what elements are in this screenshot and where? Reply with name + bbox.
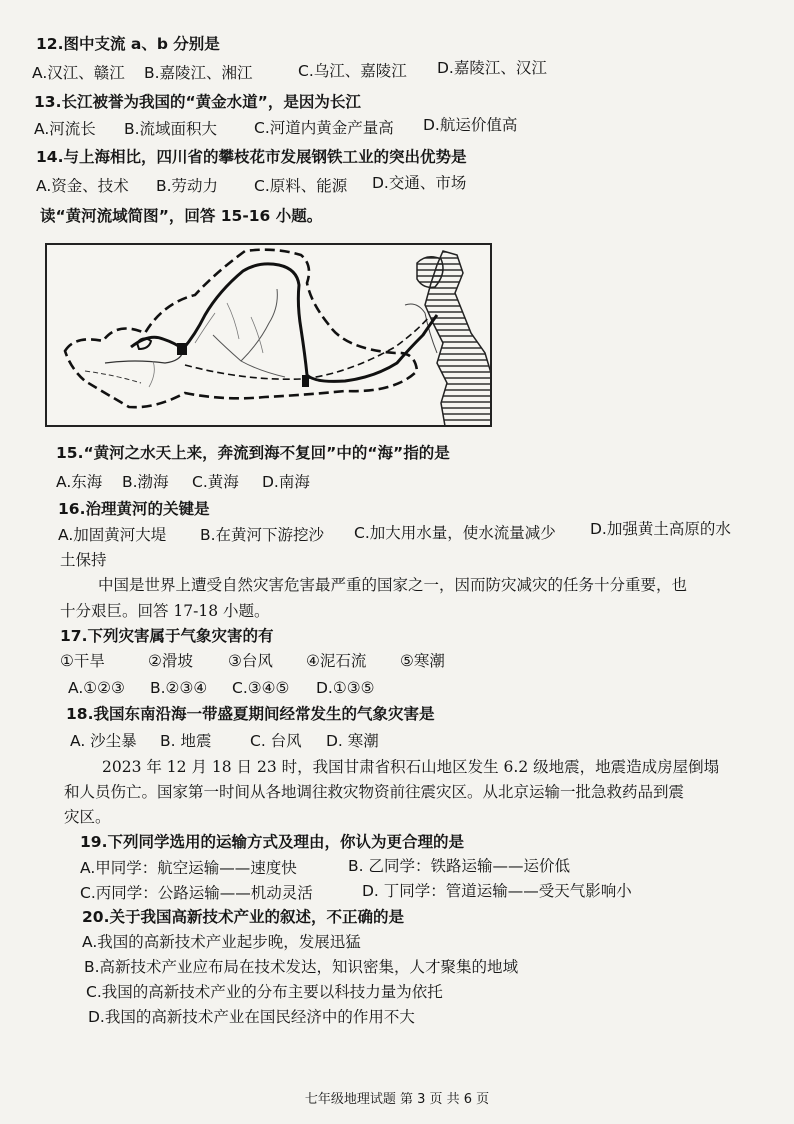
q20-stem: 20.关于我国高新技术产业的叙述，不正确的是 bbox=[82, 908, 404, 926]
passage-19-line2: 和人员伤亡。国家第一时间从各地调往救灾物资前往震灾区。从北京运输一批急救药品到震 bbox=[64, 783, 685, 801]
q15-option-c[interactable]: C.黄海 bbox=[192, 473, 239, 491]
q19-option-c[interactable]: C.丙同学：公路运输——机动灵活 bbox=[80, 884, 313, 902]
q17-item-3: ③台风 bbox=[228, 652, 273, 670]
q16-option-d[interactable]: D.加强黄土高原的水 bbox=[590, 520, 731, 538]
dam-marker-lower bbox=[302, 375, 309, 387]
q14-option-a[interactable]: A.资金、技术 bbox=[36, 177, 129, 195]
q20-option-b[interactable]: B.高新技术产业应布局在技术发达，知识密集，人才聚集的地域 bbox=[84, 958, 519, 976]
q20-option-c[interactable]: C.我国的高新技术产业的分布主要以科技力量为依托 bbox=[86, 983, 443, 1001]
q19-option-d[interactable]: D. 丁同学：管道运输——受天气影响小 bbox=[362, 882, 632, 900]
q17-option-c[interactable]: C.③④⑤ bbox=[232, 679, 290, 697]
q18-option-c[interactable]: C. 台风 bbox=[250, 732, 302, 750]
passage-17-18-line2: 十分艰巨。回答 17-18 小题。 bbox=[60, 602, 270, 620]
q12-option-a[interactable]: A.汉江、赣江 bbox=[32, 64, 125, 82]
q18-stem: 18.我国东南沿海一带盛夏期间经常发生的气象灾害是 bbox=[66, 705, 435, 723]
q15-option-a[interactable]: A.东海 bbox=[56, 473, 103, 491]
q17-stem: 17.下列灾害属于气象灾害的有 bbox=[60, 627, 274, 645]
q17-option-d[interactable]: D.①③⑤ bbox=[316, 679, 375, 697]
q16-option-d-cont: 土保持 bbox=[60, 551, 107, 569]
q17-option-a[interactable]: A.①②③ bbox=[68, 679, 125, 697]
q19-option-a[interactable]: A.甲同学：航空运输——速度快 bbox=[80, 859, 297, 877]
q15-stem: 15.“黄河之水天上来，奔流到海不复回”中的“海”指的是 bbox=[56, 444, 450, 462]
q17-option-b[interactable]: B.②③④ bbox=[150, 679, 208, 697]
q13-option-a[interactable]: A.河流长 bbox=[34, 120, 96, 138]
q18-option-a[interactable]: A. 沙尘暴 bbox=[70, 732, 137, 750]
dam-marker-upper bbox=[177, 343, 187, 355]
q18-option-b[interactable]: B. 地震 bbox=[160, 732, 212, 750]
q12-stem: 12.图中支流 a、b 分别是 bbox=[36, 35, 220, 53]
q13-stem: 13.长江被誉为我国的“黄金水道”，是因为长江 bbox=[34, 93, 361, 111]
intro-15-16: 读“黄河流域简图”，回答 15-16 小题。 bbox=[40, 207, 323, 225]
q12-option-b[interactable]: B.嘉陵江、湘江 bbox=[144, 64, 253, 82]
passage-17-18-line1: 中国是世界上遭受自然灾害危害最严重的国家之一，因而防灾减灾的任务十分重要，也 bbox=[98, 576, 688, 594]
q14-stem: 14.与上海相比，四川省的攀枝花市发展钢铁工业的突出优势是 bbox=[36, 148, 467, 166]
q14-option-c[interactable]: C.原料、能源 bbox=[254, 177, 348, 195]
q16-option-c[interactable]: C.加大用水量，使水流量减少 bbox=[354, 524, 556, 542]
q12-option-c[interactable]: C.乌江、嘉陵江 bbox=[298, 62, 407, 80]
q20-option-d[interactable]: D.我国的高新技术产业在国民经济中的作用不大 bbox=[88, 1008, 415, 1026]
yellow-river-basin-map bbox=[45, 243, 492, 427]
bohai-bay bbox=[417, 257, 443, 288]
q13-option-d[interactable]: D.航运价值高 bbox=[423, 116, 518, 134]
q17-item-1: ①干旱 bbox=[60, 652, 105, 670]
q19-option-b[interactable]: B. 乙同学：铁路运输——运价低 bbox=[348, 857, 570, 875]
q17-item-2: ②滑坡 bbox=[148, 652, 193, 670]
q16-stem: 16.治理黄河的关键是 bbox=[58, 500, 210, 518]
q18-option-d[interactable]: D. 寒潮 bbox=[326, 732, 379, 750]
q15-option-d[interactable]: D.南海 bbox=[262, 473, 310, 491]
q19-stem: 19.下列同学选用的运输方式及理由，你认为更合理的是 bbox=[80, 833, 464, 851]
passage-19-line1: 2023 年 12 月 18 日 23 时，我国甘肃省积石山地区发生 6.2 级地震，地震造成房屋倒塌 bbox=[102, 758, 720, 776]
q13-option-b[interactable]: B.流域面积大 bbox=[124, 120, 218, 138]
q16-option-a[interactable]: A.加固黄河大堤 bbox=[58, 526, 167, 544]
q12-option-d[interactable]: D.嘉陵江、汉江 bbox=[437, 59, 547, 77]
q13-option-c[interactable]: C.河道内黄金产量高 bbox=[254, 119, 394, 137]
q14-option-b[interactable]: B.劳动力 bbox=[156, 177, 219, 195]
passage-19-line3: 灾区。 bbox=[64, 808, 111, 826]
q15-option-b[interactable]: B.渤海 bbox=[122, 473, 169, 491]
q17-item-5: ⑤寒潮 bbox=[400, 652, 445, 670]
q17-item-4: ④泥石流 bbox=[306, 652, 367, 670]
page-footer: 七年级地理试题 第 3 页 共 6 页 bbox=[304, 1092, 490, 1107]
q14-option-d[interactable]: D.交通、市场 bbox=[372, 174, 467, 192]
q20-option-a[interactable]: A.我国的高新技术产业起步晚，发展迅猛 bbox=[82, 933, 361, 951]
q16-option-b[interactable]: B.在黄河下游挖沙 bbox=[200, 526, 325, 544]
